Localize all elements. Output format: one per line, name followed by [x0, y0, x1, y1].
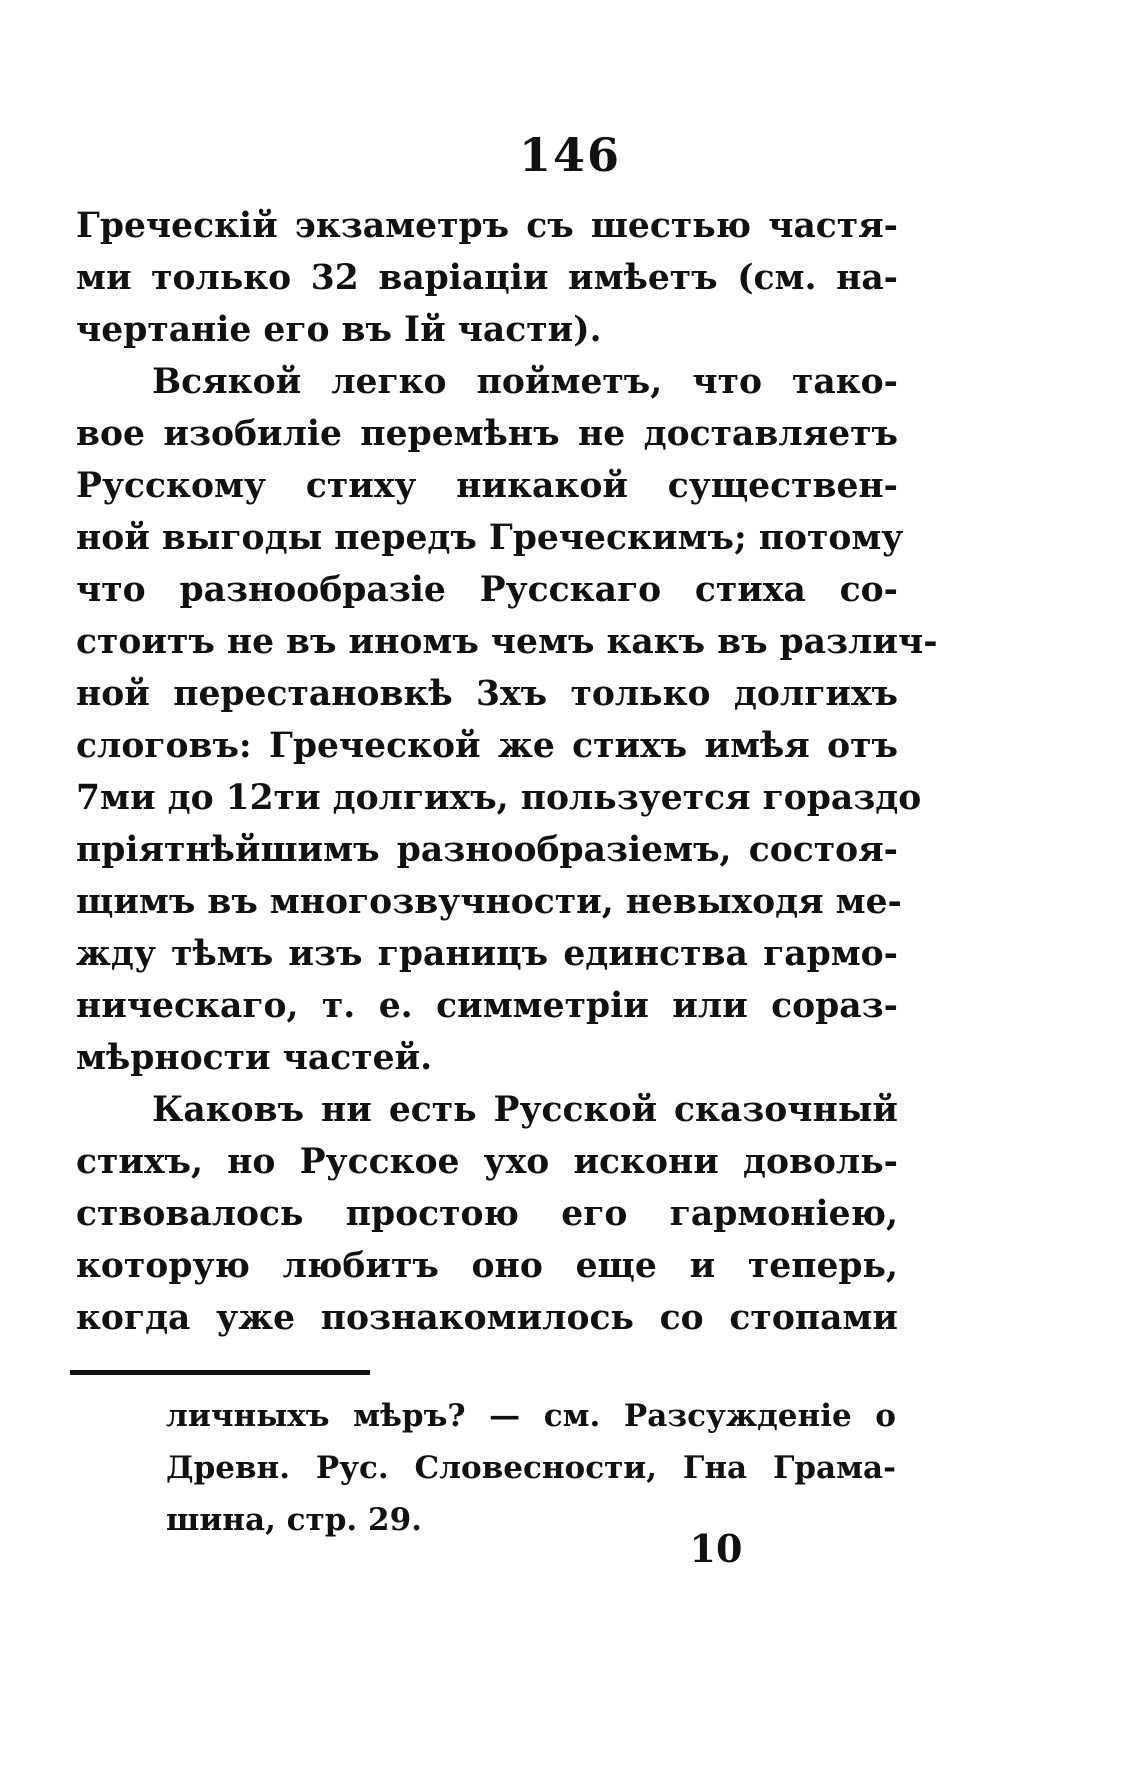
- footnote-line: Древн. Рус. Словесности, Гна Грама-: [166, 1450, 896, 1486]
- text-line: которую любитъ оно еще и теперь,: [76, 1246, 898, 1286]
- text-line: ной перестановкѣ 3хъ только долгихъ: [76, 674, 898, 714]
- text-line: ми только 32 варіаціи имѣетъ (см. на-: [76, 258, 898, 298]
- text-line: стихъ, но Русское ухо искони доволь-: [76, 1142, 898, 1182]
- text-line: щимъ въ многозвучности, невыходя ме-: [76, 882, 902, 922]
- page-number: 146: [518, 128, 622, 182]
- text-line: Русскому стиху никакой существен-: [76, 466, 898, 506]
- text-line: 7ми до 12ти долгихъ, пользуется гораздо: [76, 778, 922, 818]
- footnote-rule: [70, 1370, 370, 1375]
- text-line: Каковъ ни есть Русской сказочный: [152, 1090, 898, 1130]
- text-line: жду тѣмъ изъ границъ единства гармо-: [76, 934, 898, 974]
- text-line: пріятнѣйшимъ разнообразіемъ, состоя-: [76, 830, 898, 870]
- text-line: ническаго, т. е. симметріи или сораз-: [76, 986, 898, 1026]
- text-line: мѣрности частей.: [76, 1038, 433, 1078]
- text-line: когда уже познакомилось со стопами: [76, 1298, 898, 1338]
- signature-mark: 10: [689, 1526, 743, 1571]
- text-line: ствовалось простою его гармоніею,: [76, 1194, 898, 1234]
- text-line: Греческій экзаметръ съ шестью частя-: [76, 206, 898, 246]
- footnote: [166, 1392, 896, 1548]
- text-line: стоитъ не въ иномъ чемъ какъ въ различ-: [76, 622, 938, 662]
- footnote-line: шина, стр. 29.: [166, 1502, 422, 1538]
- text-line: ной выгоды передъ Греческимъ; потому: [76, 518, 904, 558]
- text-line: чертаніе его въ Iй части).: [76, 310, 602, 350]
- footnote-line: личныхъ мѣръ? — см. Разсужденіе о: [166, 1398, 896, 1434]
- text-line: слоговъ: Греческой же стихъ имѣя отъ: [76, 726, 898, 766]
- text-line: что разнообразіе Русскаго стиха со-: [76, 570, 898, 610]
- text-line: Всякой легко пойметъ, что тако-: [152, 362, 898, 402]
- text-line: вое изобиліе перемѣнъ не доставляетъ: [76, 414, 898, 454]
- body-text: [76, 200, 938, 1344]
